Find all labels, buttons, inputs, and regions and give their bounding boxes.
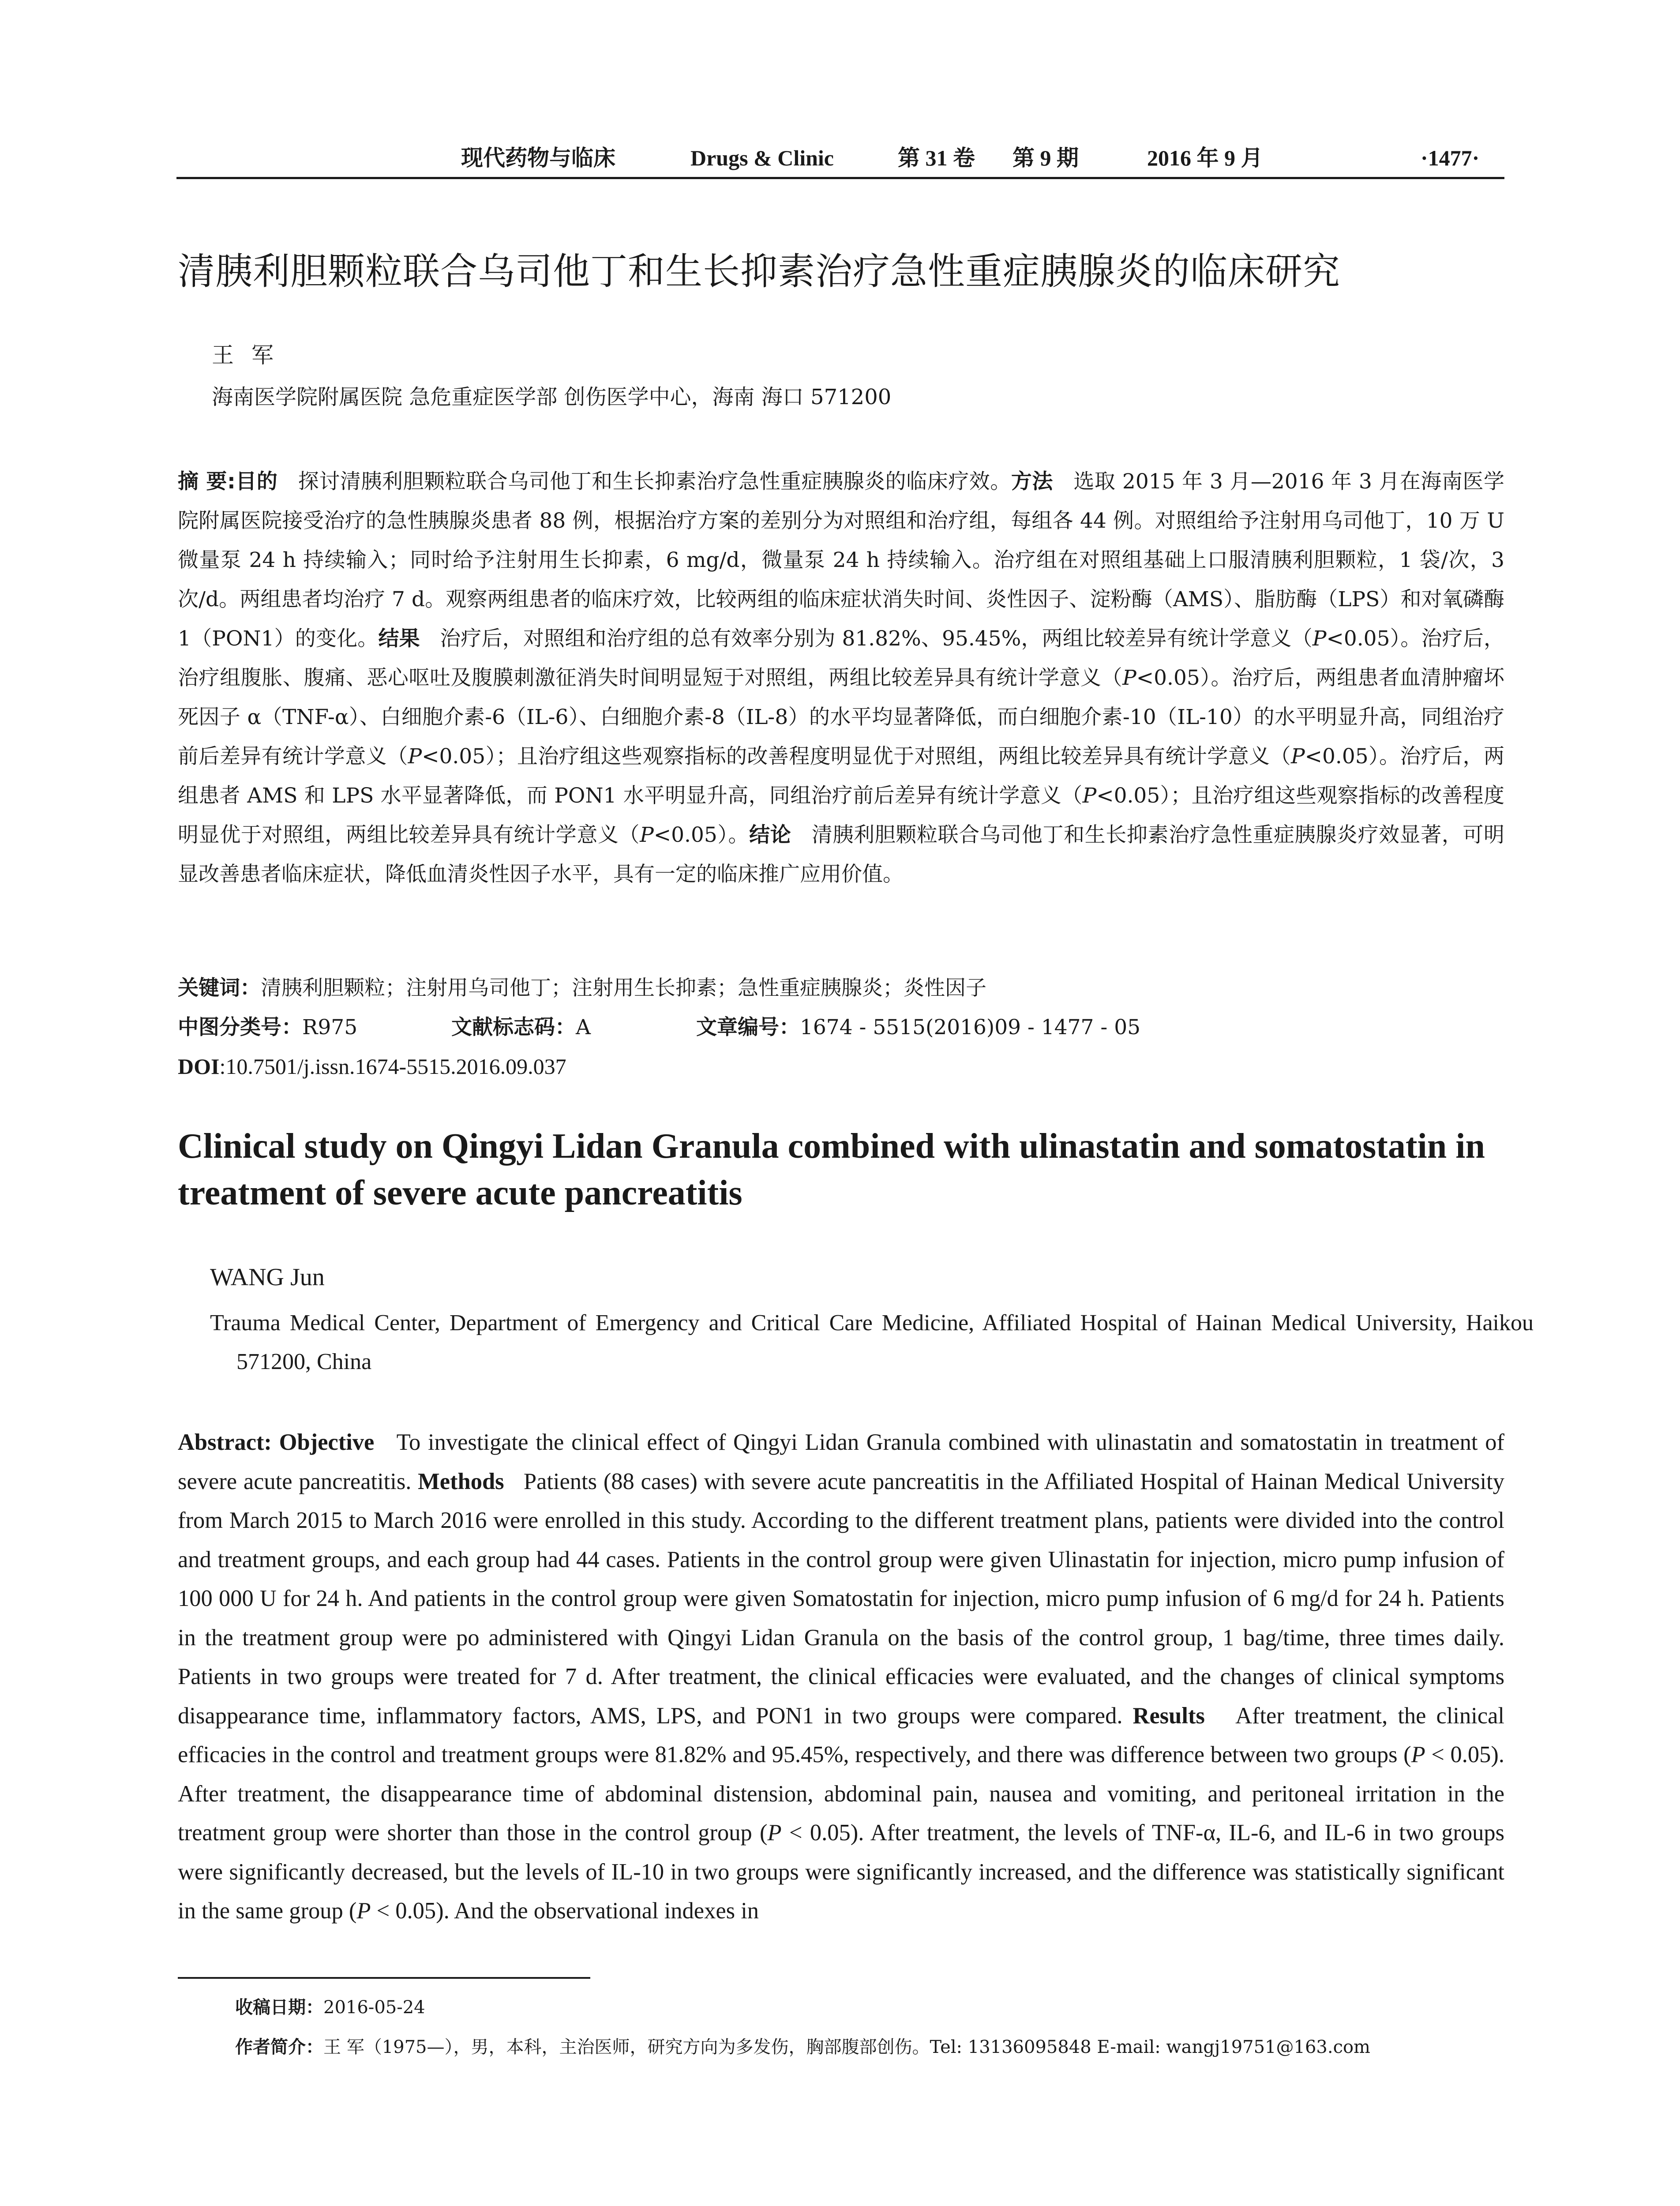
footnote-rule <box>178 1977 590 1979</box>
p-symbol: P <box>1122 666 1136 690</box>
p-symbol: P <box>1291 744 1305 769</box>
results-text-en: After treatment, the clinical efficacies in the control and treatment groups were 81.82% and 95.45%, respectively, and there was difference between two groups ( <box>178 1703 1505 1767</box>
received-value: 2016-05-24 <box>323 1997 425 2018</box>
english-affiliation: Trauma Medical Center, Department of Emergency and Critical Care Medicine, Affiliated Hospital of Hainan Medical University, Haikou 571200, China <box>210 1310 1534 1374</box>
results-label-cn: 结果 <box>378 627 420 651</box>
chinese-author: 王军 <box>212 342 291 368</box>
methods-label-cn: 方法 <box>1011 469 1053 494</box>
keywords-label: 关键词： <box>178 976 261 1000</box>
methods-label-en: Methods <box>418 1468 504 1494</box>
author-bio <box>235 2034 1370 2060</box>
clc-label: 中图分类号： <box>178 1015 302 1039</box>
objective-text-en: To investigate the clinical effect of Qingyi Lidan Granula combined with ulinastatin and somatostatin in treatment of severe acute pancreatitis. <box>178 1429 1504 1494</box>
chinese-affiliation: 海南医学院附属医院 急危重症医学部 创伤医学中心，海南 海口 571200 <box>212 385 892 409</box>
issue-date: 2016 年 9 月 <box>1147 146 1263 170</box>
journal-name-cn: 现代药物与临床 <box>461 146 615 170</box>
running-header <box>176 140 1504 176</box>
bio-label: 作者简介： <box>235 2037 323 2057</box>
received-label: 收稿日期： <box>235 1997 323 2018</box>
results-text-cn: <0.05）。治疗后，治疗组腹胀、腹痛、恶心呕吐及腹膜刺激征消失时间明显短于对照组，两组比较差异具有统计学意义（ <box>178 627 1505 690</box>
doi-value: :10.7501/j.issn.1674-5515.2016.09.037 <box>219 1054 566 1079</box>
p-symbol: P <box>356 1898 371 1924</box>
results-text-cn: <0.05）。治疗后，两组患者血清肿瘤坏死因子 α（TNF-α）、白细胞介素-6（IL-6）、白细胞介素-8（IL-8）的水平均显著降低，而白细胞介素-10（IL-10）的水平明显升高，同组治疗前后差异有统计学意义（ <box>178 666 1505 769</box>
header-rule <box>176 177 1504 179</box>
methods-text-en: Patients (88 cases) with severe acute pancreatitis in the Affiliated Hospital of Hainan Medical University from March 2015 to March 2016 were enrolled in this study. According to the different treatment plans, patients were divided into the control and treatment groups, and each group had 44 cases. Patients in the control group were given Ulinastatin for injection, micro pump infusion of 100 000 U for 24 h. And patients in the control group were given Somatostatin for injection, micro pump infusion of 6 mg/d for 24 h. Patients in the treatment group were po administered with Qingyi Lidan Granula on the basis of the control group, 1 bag/time, three times daily. Patients in two groups were treated for 7 d. After treatment, the clinical efficacies were evaluated, and the changes of clinical symptoms disappearance time, inflammatory factors, AMS, LPS, and PON1 in two groups were compared. <box>178 1468 1505 1729</box>
abstract-label-cn: 摘 要: <box>178 469 236 494</box>
results-text-cn: 治疗后，对照组和治疗组的总有效率分别为 81.82%、95.45%，两组比较差异有统计学意义（ <box>440 627 1312 651</box>
p-symbol: P <box>1411 1742 1425 1767</box>
english-title: Clinical study on Qingyi Lidan Granula combined with ulinastatin and somatostatin in treatment of severe acute pancreatitis <box>178 1127 1485 1212</box>
volume: 第 31 卷 <box>898 146 975 170</box>
clc-field <box>178 1008 358 1047</box>
journal-name-en: Drugs & Clinic <box>690 146 834 170</box>
article-number-field <box>696 1008 1141 1047</box>
doi-label: DOI <box>178 1054 220 1079</box>
results-text-en: < 0.05). After treatment, the levels of TNF-α, IL-6, and IL-6 in two groups were significantly decreased, but the levels of IL-10 in two groups were significantly increased, and the difference was statistically significant in the same group ( <box>178 1820 1504 1924</box>
objective-text-cn: 探讨清胰利胆颗粒联合乌司他丁和生长抑素治疗急性重症胰腺炎的临床疗效。 <box>298 469 1011 494</box>
results-text-en: < 0.05). And the observational indexes in <box>371 1898 759 1924</box>
results-text-en: < 0.05). After treatment, the disappearance time of abdominal distension, abdominal pain, nausea and vomiting, and peritoneal irritation in the treatment group were shorter than those in the control group ( <box>178 1742 1504 1846</box>
objective-label-en: Objective <box>279 1429 375 1455</box>
p-symbol: P <box>1082 784 1097 808</box>
conclusion-text-cn: 清胰利胆颗粒联合乌司他丁和生长抑素治疗急性重症胰腺炎疗效显著，可明显改善患者临床症状，降低血清炎性因子水平，具有一定的临床推广应用价值。 <box>178 823 1505 886</box>
p-symbol: P <box>767 1820 782 1846</box>
article-number-value: 1674 - 5515(2016)09 - 1477 - 05 <box>800 1015 1141 1039</box>
abstract-label-en: Abstract: <box>178 1429 272 1455</box>
article-number-label: 文章编号： <box>696 1015 800 1039</box>
bio-text: 王 军（1975—），男，本科，主治医师，研究方向为多发伤，胸部腹部创伤。Tel: 13136095848 E-mail: wangj19751@163.com <box>323 2037 1370 2057</box>
page-number: ·1477· <box>1421 146 1480 170</box>
document-code-field <box>451 1008 591 1047</box>
objective-label-cn: 目的 <box>235 469 278 494</box>
results-text-cn: <0.05）。 <box>653 823 750 847</box>
results-text-cn: <0.05）。治疗后，两组患者 AMS 和 LPS 水平显著降低，而 PON1 水平明显升高，同组治疗前后差异有统计学意义（ <box>178 744 1505 808</box>
received-date <box>235 1994 425 2021</box>
results-text-cn: <0.05）；且治疗组这些观察指标的改善程度明显优于对照组，两组比较差异具有统计学意义（ <box>178 784 1505 847</box>
p-symbol: P <box>1312 627 1327 651</box>
methods-text-cn: 选取 2015 年 3 月—2016 年 3 月在海南医学院附属医院接受治疗的急性胰腺炎患者 88 例，根据治疗方案的差别分为对照组和治疗组，每组各 44 例。对照组给予注射用乌司他丁，10 万 U 微量泵 24 h 持续输入；同时给予注射用生长抑素，6 mg/d，微量泵 24 h 持续输入。治疗组在对照组基础上口服清胰利胆颗粒，1 袋/次，3 次/d。两组患者均治疗 7 d。观察两组患者的临床疗效，比较两组的临床症状消失时间、炎性因子、淀粉酶（AMS）、脂肪酶（LPS）和对氧磷酶 1（PON1）的变化。 <box>178 469 1505 651</box>
document-code-value: A <box>576 1015 591 1039</box>
doi-line <box>178 1047 566 1086</box>
results-label-en: Results <box>1132 1703 1205 1729</box>
document-code-label: 文献标志码： <box>451 1015 576 1039</box>
issue: 第 9 期 <box>1012 146 1079 170</box>
chinese-title: 清胰利胆颗粒联合乌司他丁和生长抑素治疗急性重症胰腺炎的临床研究 <box>178 250 1341 293</box>
p-symbol: P <box>640 823 654 847</box>
english-author: WANG Jun <box>210 1264 325 1291</box>
keywords-text: 清胰利胆颗粒；注射用乌司他丁；注射用生长抑素；急性重症胰腺炎；炎性因子 <box>261 976 986 1000</box>
results-text-cn: <0.05）；且治疗组这些观察指标的改善程度明显优于对照组，两组比较差异具有统计学意义（ <box>422 744 1291 769</box>
keywords-cn <box>178 968 986 1008</box>
classification-row <box>178 1008 1504 1047</box>
clc-value: R975 <box>302 1015 358 1039</box>
conclusion-label-cn: 结论 <box>749 823 791 847</box>
p-symbol: P <box>408 744 422 769</box>
chinese-abstract <box>178 462 1504 894</box>
english-abstract <box>178 1423 1504 1931</box>
